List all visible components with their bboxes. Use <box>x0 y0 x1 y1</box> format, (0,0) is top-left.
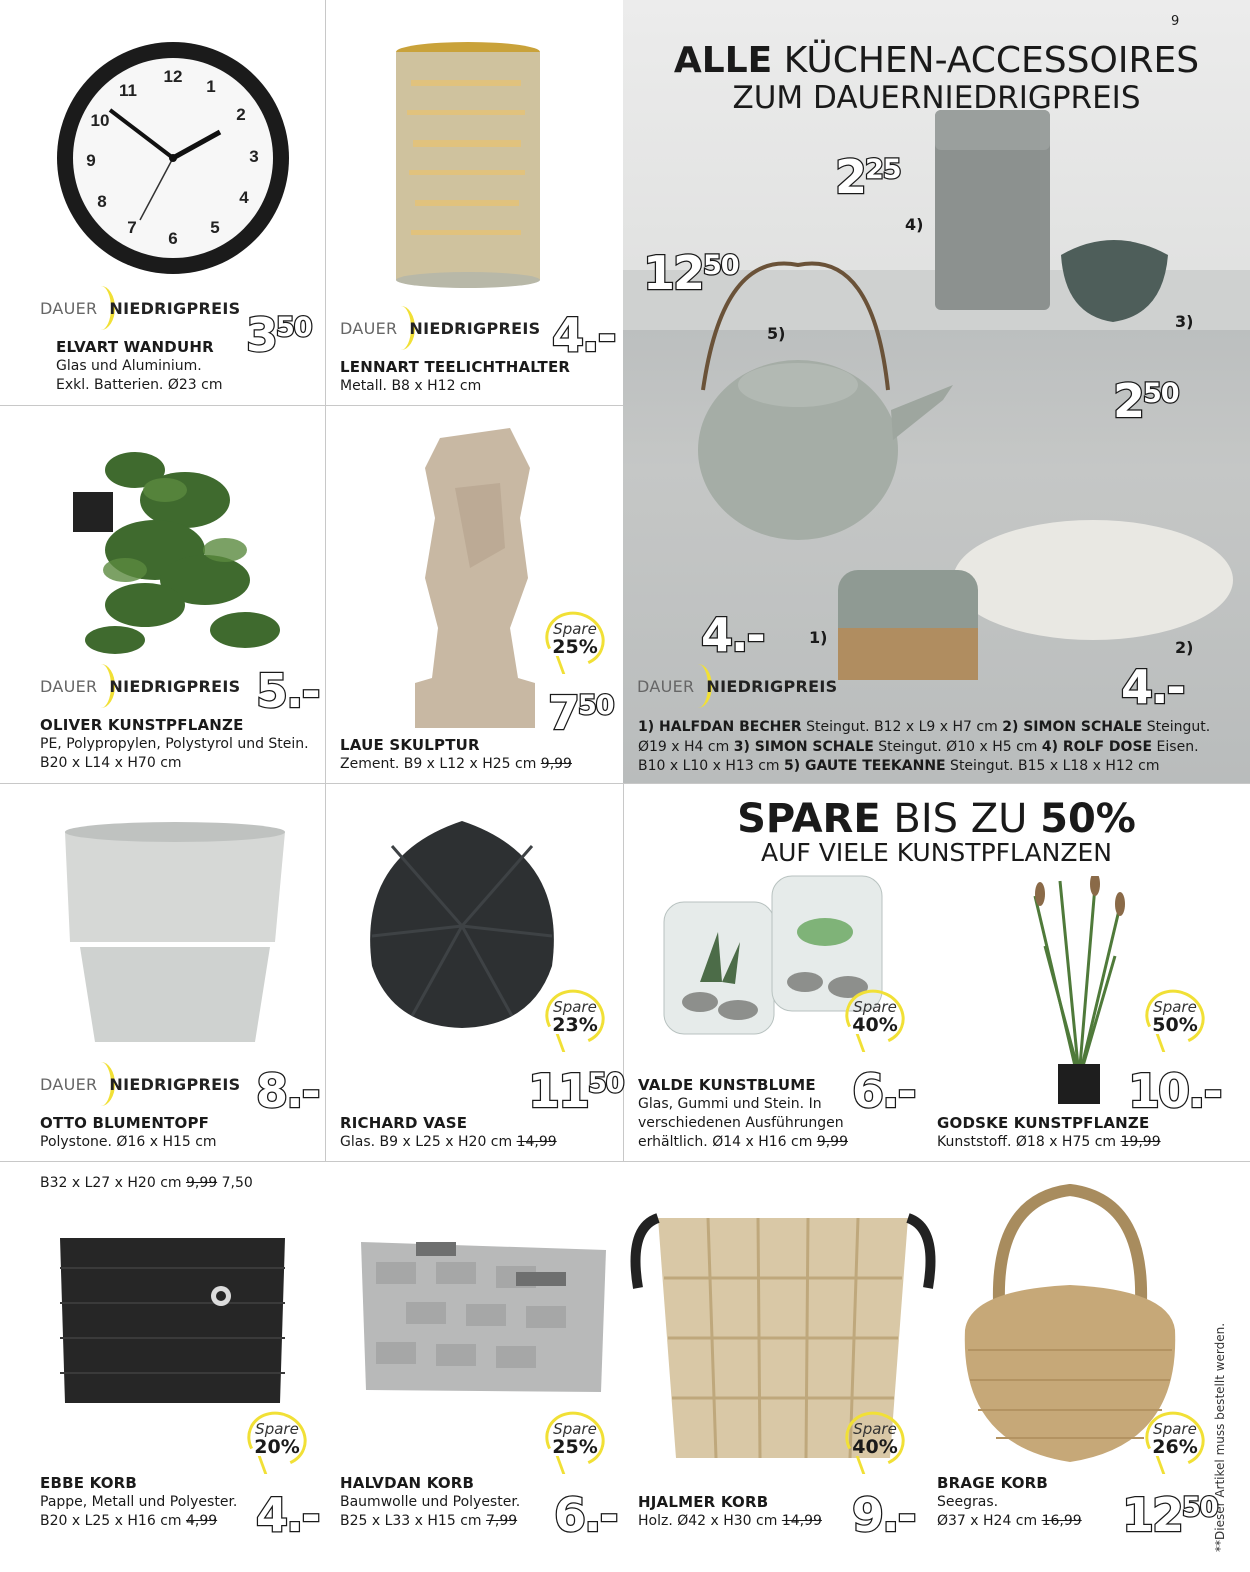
order-note: **Dieser Artikel muss bestellt werden. <box>1213 1322 1227 1552</box>
product-desc: Seegras. <box>937 1494 999 1510</box>
spare-badge: Spare 23% <box>545 990 605 1054</box>
vase-image <box>352 816 572 1035</box>
svg-text:2: 2 <box>236 105 246 124</box>
dauer-niedrigpreis-badge: DAUER NIEDRIGPREIS <box>40 286 240 330</box>
sculpture-image <box>410 428 540 732</box>
product-desc: Pappe, Metall und Polyester. <box>40 1494 238 1510</box>
product-title: HJALMER KORB <box>638 1493 769 1511</box>
product-info-laue <box>340 736 572 774</box>
spare-badge: Spare 40% <box>845 1412 905 1476</box>
price-tag: 4.- <box>552 308 615 362</box>
product-desc: B25 x L33 x H15 cm 7,99 <box>340 1513 518 1529</box>
old-price: 4,99 <box>185 1513 218 1529</box>
price-tag: 4.- <box>1121 660 1184 714</box>
price-tag: 1250 <box>643 246 739 300</box>
spare-badge: Spare 20% <box>247 1412 307 1476</box>
svg-text:9: 9 <box>86 151 96 170</box>
product-title: BRAGE KORB <box>937 1474 1049 1492</box>
svg-text:11: 11 <box>119 81 137 100</box>
price-tag: 225 <box>835 150 901 204</box>
old-price: 9,99 <box>816 1134 848 1150</box>
page-number: 9 <box>1171 14 1180 29</box>
divider <box>0 405 623 406</box>
plants-subheadline: AUF VIELE KUNSTPFLANZEN <box>761 838 1112 867</box>
product-info-ebbe <box>40 1474 237 1531</box>
product-title: OLIVER KUNSTPFLANZE <box>40 716 244 734</box>
product-desc: Glas. B9 x L25 x H20 cm 14,99 <box>340 1134 557 1150</box>
product-desc: Zement. B9 x L12 x H25 cm 9,99 <box>340 756 572 772</box>
product-info-valde <box>638 1076 848 1152</box>
product-title: OTTO BLUMENTOPF <box>40 1114 210 1132</box>
product-info-brage <box>937 1474 1082 1531</box>
flower-pot-image <box>60 822 290 1051</box>
artificial-plant-image <box>55 430 305 674</box>
product-info-oliver <box>40 716 309 773</box>
price-tag: 6.- <box>554 1488 617 1542</box>
kitchen-photo-panel <box>623 0 1250 783</box>
old-price: 9,99 <box>540 756 572 772</box>
kitchen-caption <box>638 718 1210 777</box>
product-info-hjalmer <box>638 1493 822 1531</box>
product-desc: Ø37 x H24 cm 16,99 <box>937 1513 1082 1529</box>
wall-clock-image <box>48 40 298 284</box>
svg-text:12: 12 <box>163 67 183 86</box>
item-number: 4) <box>905 215 924 234</box>
svg-text:10: 10 <box>90 111 110 130</box>
product-info-lennart <box>340 358 570 396</box>
product-desc: verschiedenen Ausführungen <box>638 1115 844 1131</box>
item-number: 3) <box>1175 312 1194 331</box>
svg-text:1: 1 <box>206 77 216 96</box>
spare-badge: Spare 40% <box>845 990 905 1054</box>
spare-badge: Spare 26% <box>1145 1412 1205 1476</box>
price-tag: 10.- <box>1128 1064 1221 1118</box>
old-price: 19,99 <box>1120 1134 1161 1150</box>
product-desc: B20 x L25 x H16 cm 4,99 <box>40 1513 218 1529</box>
price-tag: 1250 <box>1122 1488 1218 1542</box>
old-price: 7,99 <box>485 1513 518 1529</box>
svg-text:6: 6 <box>168 229 178 248</box>
spare-badge: Spare 50% <box>1145 990 1205 1054</box>
grass-plant-image <box>1020 876 1140 1110</box>
divider <box>325 783 326 1161</box>
item-number: 1) <box>809 628 828 647</box>
product-info-halvdan <box>340 1474 520 1531</box>
divider <box>325 0 326 405</box>
black-basket-image <box>55 1228 290 1412</box>
svg-text:3: 3 <box>249 147 259 166</box>
old-price: 14,99 <box>781 1513 822 1529</box>
caption-line: Ø19 x H4 cm 3) SIMON SCHALE Steingut. Ø10 x H5 cm 4) ROLF DOSE Eisen. <box>638 738 1199 755</box>
product-desc: Kunststoff. Ø18 x H75 cm 19,99 <box>937 1134 1161 1150</box>
product-title: HALVDAN KORB <box>340 1474 475 1492</box>
price-tag: 350 <box>246 308 312 362</box>
old-price: 14,99 <box>516 1134 557 1150</box>
product-title: EBBE KORB <box>40 1474 138 1492</box>
divider <box>325 405 326 783</box>
price-tag: 4.- <box>701 608 764 662</box>
item-number: 2) <box>1175 638 1194 657</box>
product-desc: PE, Polypropylen, Polystyrol und Stein. <box>40 736 309 752</box>
product-desc: Exkl. Batterien. Ø23 cm <box>56 377 223 393</box>
item-number: 5) <box>767 324 786 343</box>
grey-basket-image <box>356 1232 611 1401</box>
product-info-otto <box>40 1114 217 1152</box>
old-price: 9,99 <box>185 1175 218 1191</box>
price-tag: 1150 <box>528 1064 624 1118</box>
product-info-godske <box>937 1114 1161 1152</box>
price-tag: 750 <box>548 686 614 740</box>
plants-headline: SPARE BIS ZU 50% <box>737 796 1136 842</box>
divider <box>0 783 1250 784</box>
product-desc: erhältlich. Ø14 x H16 cm 9,99 <box>638 1134 848 1150</box>
dauer-niedrigpreis-badge: DAUER NIEDRIGPREIS <box>40 664 240 708</box>
product-info-richard <box>340 1114 557 1152</box>
svg-text:7: 7 <box>127 218 137 237</box>
spare-badge: Spare 25% <box>545 612 605 676</box>
spare-badge: Spare 25% <box>545 1412 605 1476</box>
product-info-elvart <box>56 338 222 395</box>
tealight-holder-image <box>393 40 543 294</box>
product-title: LENNART TEELICHTHALTER <box>340 358 571 376</box>
product-desc: Metall. B8 x H12 cm <box>340 378 482 394</box>
svg-text:8: 8 <box>97 192 107 211</box>
product-desc: Glas, Gummi und Stein. In <box>638 1096 822 1112</box>
price-tag: 250 <box>1113 374 1179 428</box>
caption-line: 1) HALFDAN BECHER Steingut. B12 x L9 x H7 cm 2) SIMON SCHALE Steingut. <box>638 719 1211 735</box>
caption-line: B10 x L10 x H13 cm 5) GAUTE TEEKANNE Steingut. B15 x L18 x H12 cm <box>638 758 1160 774</box>
product-title: ELVART WANDUHR <box>56 338 214 356</box>
old-price: 16,99 <box>1041 1513 1082 1529</box>
divider <box>0 1161 1250 1162</box>
product-desc: B20 x L14 x H70 cm <box>40 755 182 771</box>
product-desc: Baumwolle und Polyester. <box>340 1494 521 1510</box>
price-tag: 4.- <box>256 1488 319 1542</box>
price-tag: 8.- <box>256 1064 319 1118</box>
price-tag: 9.- <box>852 1488 915 1542</box>
dauer-niedrigpreis-badge: DAUER NIEDRIGPREIS <box>340 306 540 350</box>
product-title: LAUE SKULPTUR <box>340 736 480 754</box>
kitchen-headline: ALLE KÜCHEN-ACCESSOIRES <box>673 40 1200 81</box>
product-title: GODSKE KUNSTPFLANZE <box>937 1114 1150 1132</box>
price-tag: 5.- <box>256 664 319 718</box>
price-tag: 6.- <box>852 1064 915 1118</box>
svg-text:4: 4 <box>239 188 249 207</box>
product-desc: Holz. Ø42 x H30 cm 14,99 <box>638 1513 822 1529</box>
ebbe-size-variant: B32 x L27 x H20 cm 9,99 7,50 <box>40 1175 253 1191</box>
product-title: RICHARD VASE <box>340 1114 468 1132</box>
product-title: VALDE KUNSTBLUME <box>638 1076 816 1094</box>
product-desc: Glas und Aluminium. <box>56 358 202 374</box>
product-desc: Polystone. Ø16 x H15 cm <box>40 1134 217 1150</box>
dauer-niedrigpreis-badge: DAUER NIEDRIGPREIS <box>637 664 837 708</box>
dauer-niedrigpreis-badge: DAUER NIEDRIGPREIS <box>40 1062 240 1106</box>
kitchen-subheadline: ZUM DAUERNIEDRIGPREIS <box>732 80 1141 116</box>
svg-text:5: 5 <box>210 218 220 237</box>
